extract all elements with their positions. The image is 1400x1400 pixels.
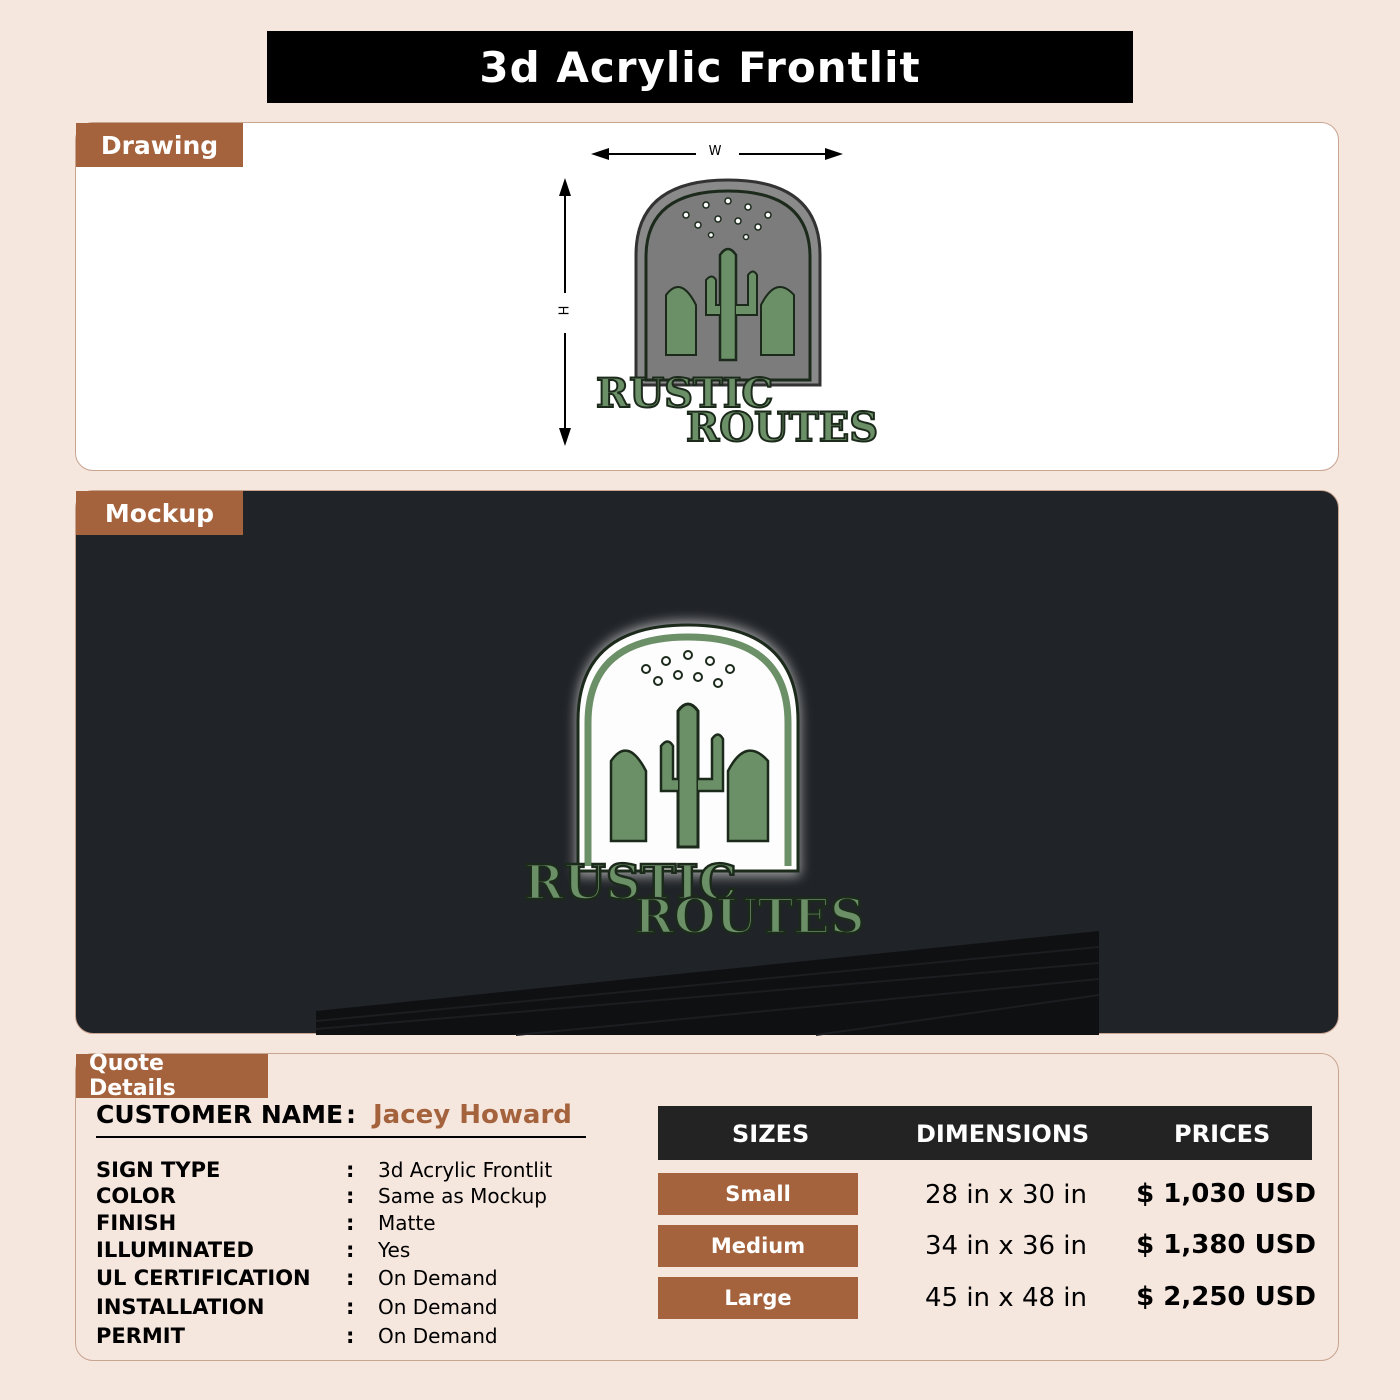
spec-colon: : bbox=[346, 1158, 355, 1182]
dimension-small: 28 in x 30 in bbox=[924, 1180, 1088, 1210]
size-large-button[interactable]: Large bbox=[658, 1277, 858, 1319]
sign-text-routes: ROUTES bbox=[686, 404, 879, 451]
spec-colon: : bbox=[346, 1211, 355, 1235]
spec-row-finish bbox=[96, 1211, 616, 1237]
width-label: W bbox=[708, 144, 722, 159]
dimension-large: 45 in x 48 in bbox=[924, 1283, 1088, 1313]
mockup-text-rustic: RUSTIC bbox=[524, 855, 737, 911]
spec-label: COLOR bbox=[96, 1184, 176, 1208]
mockup-tab: Mockup bbox=[76, 491, 243, 535]
spec-row-sign-type bbox=[96, 1158, 616, 1184]
spec-value: Matte bbox=[378, 1211, 436, 1235]
header-sizes: SIZES bbox=[732, 1120, 810, 1148]
drawing-tab: Drawing bbox=[76, 123, 243, 167]
mockup-text-routes: ROUTES bbox=[634, 889, 865, 945]
customer-name-value: Jacey Howard bbox=[373, 1100, 572, 1130]
height-label: H bbox=[554, 305, 570, 316]
sign-drawing bbox=[586, 175, 879, 451]
spec-value: On Demand bbox=[378, 1324, 498, 1348]
spec-colon: : bbox=[346, 1184, 355, 1208]
sign-text-rustic: RUSTIC bbox=[596, 370, 774, 417]
spec-label: PERMIT bbox=[96, 1324, 185, 1348]
customer-underline bbox=[96, 1136, 586, 1138]
spec-row-installation bbox=[96, 1295, 616, 1321]
mockup-sign bbox=[516, 611, 865, 945]
quote-tab: Quote Details bbox=[76, 1054, 268, 1098]
spec-label: UL CERTIFICATION bbox=[96, 1266, 311, 1290]
price-small: $ 1,030 USD bbox=[1136, 1179, 1316, 1209]
spec-value: Same as Mockup bbox=[378, 1184, 547, 1208]
spec-colon: : bbox=[346, 1295, 355, 1319]
spec-value: On Demand bbox=[378, 1266, 498, 1290]
price-table-header bbox=[658, 1106, 1312, 1160]
spec-colon: : bbox=[346, 1238, 355, 1262]
spec-label: ILLUMINATED bbox=[96, 1238, 254, 1262]
quote-panel bbox=[75, 1053, 1339, 1361]
price-medium: $ 1,380 USD bbox=[1136, 1230, 1316, 1260]
spec-colon: : bbox=[346, 1324, 355, 1348]
spec-value: On Demand bbox=[378, 1295, 498, 1319]
size-medium-button[interactable]: Medium bbox=[658, 1225, 858, 1267]
page-title: 3d Acrylic Frontlit bbox=[267, 31, 1133, 103]
spec-row-ul-certification bbox=[96, 1266, 616, 1292]
mockup-panel bbox=[75, 490, 1339, 1034]
spec-value: Yes bbox=[378, 1238, 411, 1262]
price-large: $ 2,250 USD bbox=[1136, 1282, 1316, 1312]
drawing-panel bbox=[75, 122, 1339, 471]
spec-label: FINISH bbox=[96, 1211, 177, 1235]
spec-label: INSTALLATION bbox=[96, 1295, 265, 1319]
header-dimensions: DIMENSIONS bbox=[916, 1120, 1090, 1148]
building-roof bbox=[316, 931, 1101, 1035]
spec-colon: : bbox=[346, 1266, 355, 1290]
spec-label: SIGN TYPE bbox=[96, 1158, 221, 1182]
dimension-medium: 34 in x 36 in bbox=[924, 1231, 1088, 1261]
size-small-button[interactable]: Small bbox=[658, 1173, 858, 1215]
spec-row-permit bbox=[96, 1324, 616, 1350]
spec-row-illuminated bbox=[96, 1238, 616, 1264]
customer-name-label: CUSTOMER NAME bbox=[96, 1100, 344, 1129]
spec-row-color bbox=[96, 1184, 616, 1210]
header-prices: PRICES bbox=[1174, 1120, 1271, 1148]
spec-value: 3d Acrylic Frontlit bbox=[378, 1158, 553, 1182]
customer-colon: : bbox=[346, 1100, 356, 1129]
